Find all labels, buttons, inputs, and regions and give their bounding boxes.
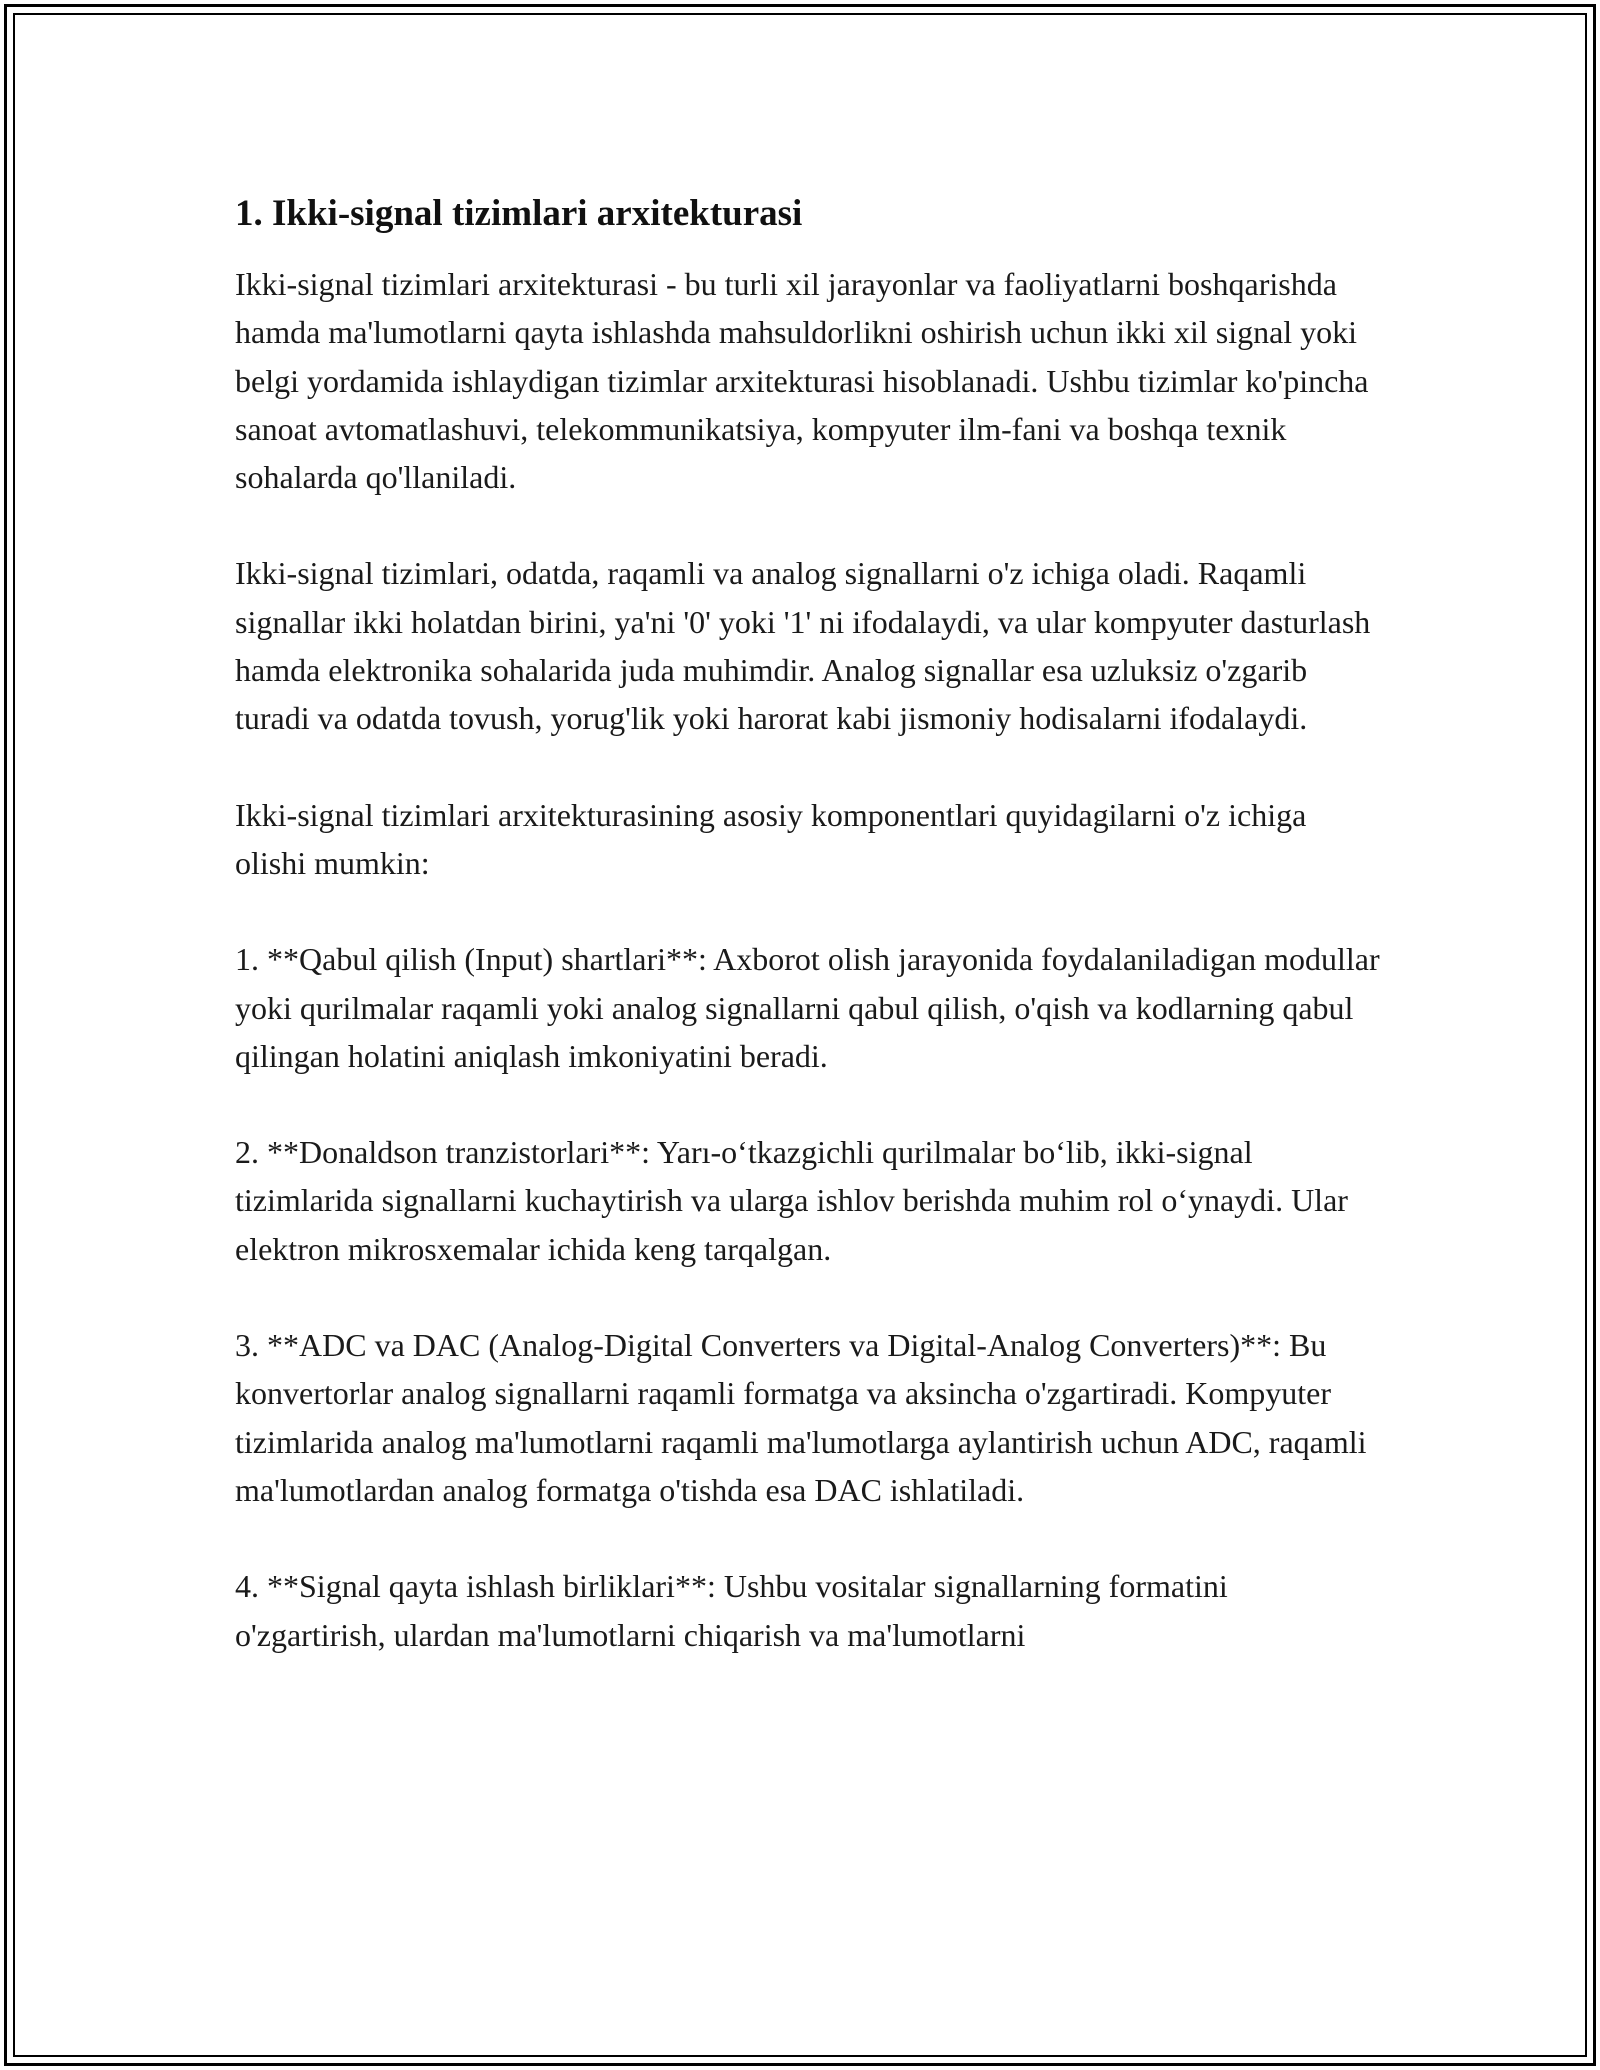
paragraph-signals: Ikki-signal tizimlari, odatda, raqamli va analog signallarni o'z ichiga oladi. Raqamli signallar ikki holatdan birini, ya'ni '0' yoki '1' ni ifodalaydi, va ular kompyuter dasturlash hamda elektronika sohalarida juda muhimdir. Analog signallar esa uzluksiz o'zgarib turadi va odatda tovush, yorug'lik yoki harorat kabi jismoniy hodisalarni ifodalaydi. (235, 555, 1371, 737)
list-item-adc-dac: 3. **ADC va DAC (Analog-Digital Converters va Digital-Analog Converters)**: Bu konvertorlar analog signallarni raqamli formatga va aksincha o'zgartiradi. Kompyuter tizimlarida analog ma'lumotlarni raqamli ma'lumotlarga aylantirish uchun ADC, raqamli ma'lumotlardan analog formatga o'tishda esa DAC ishlatiladi. (235, 1327, 1367, 1508)
section-heading: 1. Ikki-signal tizimlari arxitekturasi (235, 193, 803, 234)
list-item-signal-processing: 4. **Signal qayta ishlash birliklari**: Ushbu vositalar signallarning formatini o'zgartirish, ulardan ma'lumotlarni chiqarish va ma'lumotlarni (235, 1568, 1228, 1653)
list-item-input: 1. **Qabul qilish (Input) shartlari**: Axborot olish jarayonida foydalaniladigan modullar yoki qurilmalar raqamli yoki analog signallarni qabul qilish, o'qish va kodlarning qabul qilingan holatini aniqlash imkoniyatini beradi. (235, 941, 1380, 1074)
paragraph-intro: Ikki-signal tizimlari arxitekturasi - bu turli xil jarayonlar va faoliyatlarni boshqarishda hamda ma'lumotlarni qayta ishlashda mahsuldorlikni oshirish uchun ikki xil signal yoki belgi yordamida ishlaydigan tizimlar arxitekturasi hisoblanadi. Ushbu tizimlar ko'pincha sanoat avtomatlashuvi, telekommunikatsiya, kompyuter ilm-fani va boshqa texnik sohalarda qo'llaniladi. (235, 266, 1369, 496)
list-item-transistors: 2. **Donaldson tranzistorlari**: Yarı-oʻtkazgichli qurilmalar boʻlib, ikki-signal tizimlarida signallarni kuchaytirish va ularga ishlov berishda muhim rol oʻynaydi. Ular elektron mikrosxemalar ichida keng tarqalgan. (235, 1134, 1348, 1267)
paragraph-components-intro: Ikki-signal tizimlari arxitekturasining asosiy komponentlari quyidagilarni o'z ichiga olishi mumkin: (235, 796, 1307, 881)
document-body (235, 188, 1385, 1659)
